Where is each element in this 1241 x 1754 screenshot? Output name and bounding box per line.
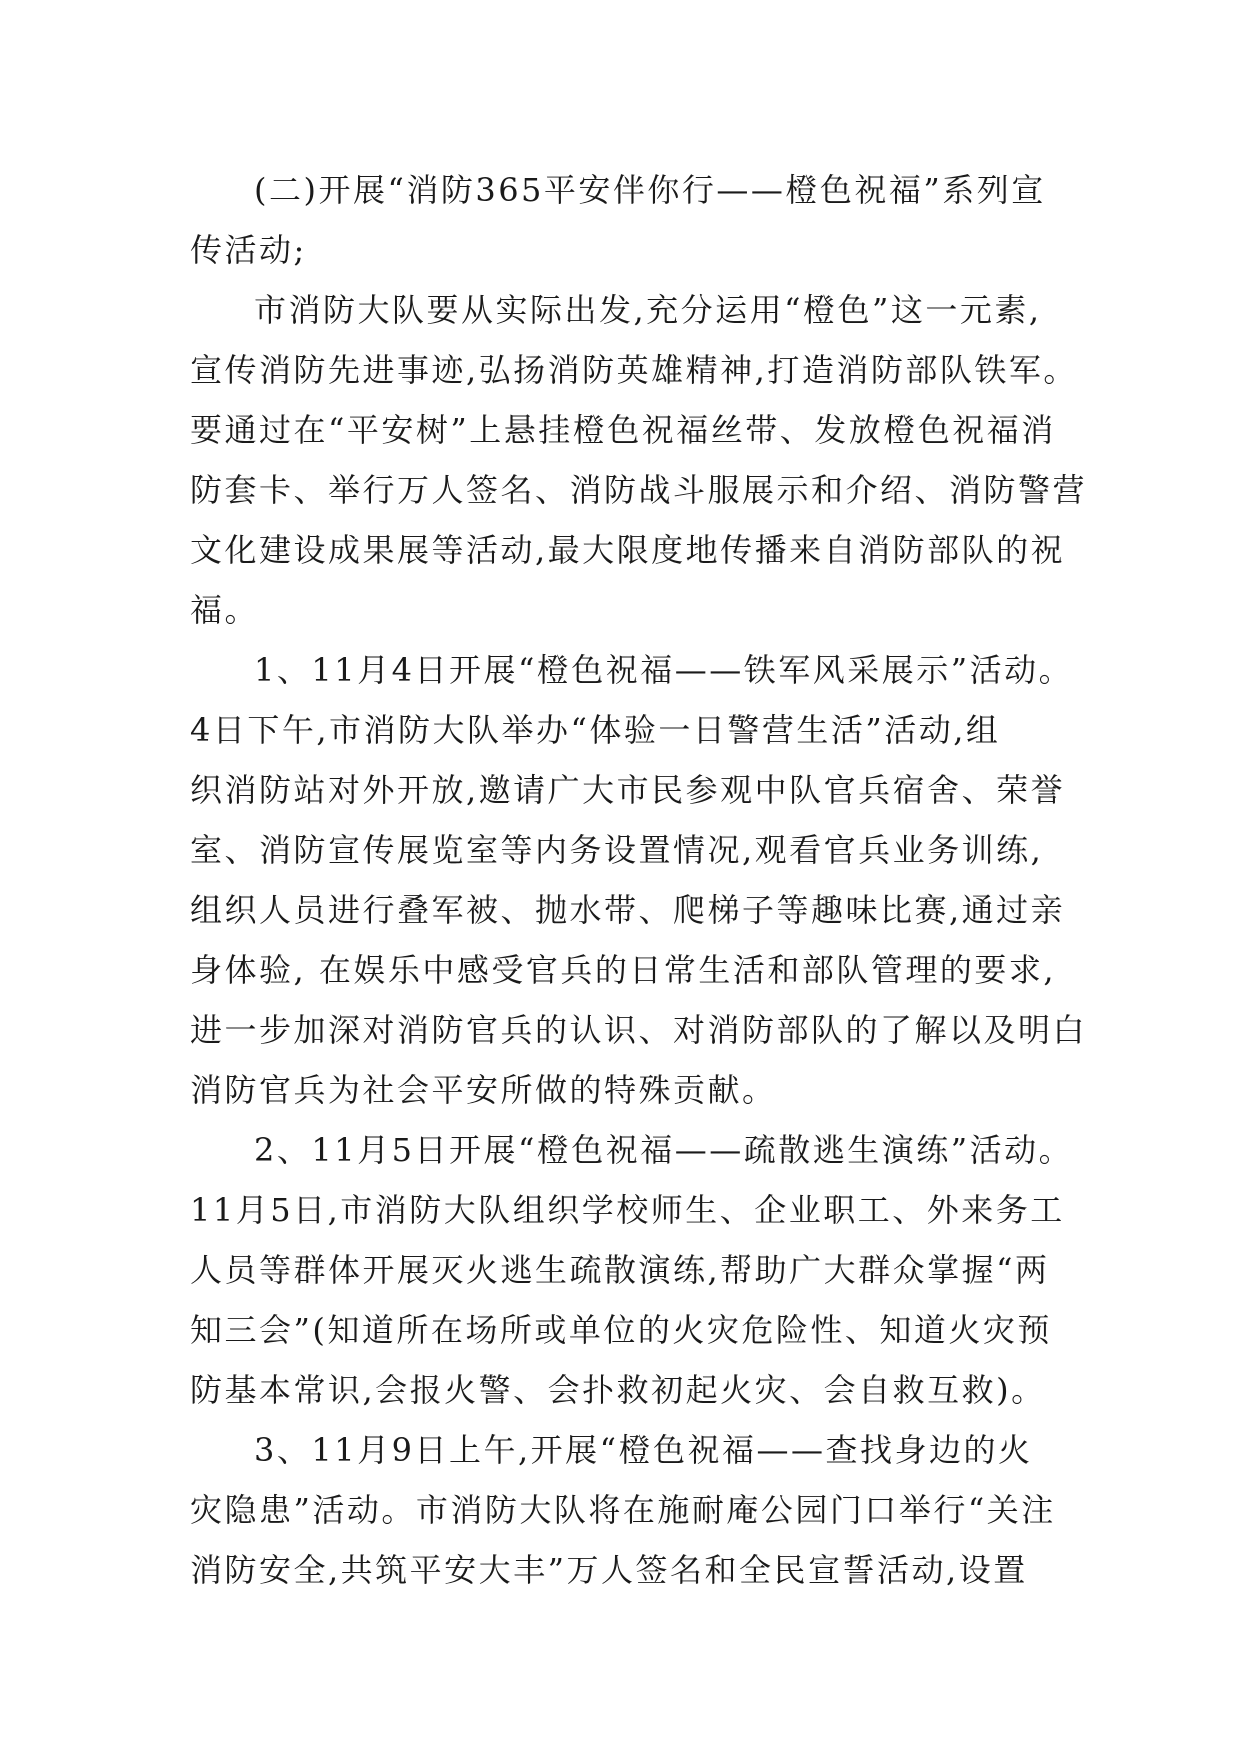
text-line: 消防官兵为社会平安所做的特殊贡献。 — [190, 1071, 777, 1109]
list-item-paragraph — [190, 1120, 1074, 1420]
text-line: 传活动; — [190, 231, 307, 269]
text-line: 1、11月4日开展“橙色祝福——铁军风采展示”活动。 — [254, 651, 1074, 689]
document-body — [190, 160, 1088, 1600]
text-line: 消防安全,共筑平安大丰”万人签名和全民宣誓活动,设置 — [190, 1551, 1028, 1589]
text-line: 知三会”(知道所在场所或单位的火灾危险性、知道火灾预 — [190, 1311, 1052, 1349]
text-line: 织消防站对外开放,邀请广大市民参观中队官兵宿舍、荣誉 — [190, 771, 1066, 809]
text-line: 室、消防宣传展览室等内务设置情况,观看官兵业务训练, — [190, 831, 1044, 869]
text-line: 防套卡、举行万人签名、消防战斗服展示和介绍、消防警营 — [190, 471, 1088, 509]
text-line: 文化建设成果展等活动,最大限度地传播来自消防部队的祝 — [190, 531, 1066, 569]
text-line: 11月5日,市消防大队组织学校师生、企业职工、外来务工 — [190, 1191, 1065, 1229]
text-line: 人员等群体开展灭火逃生疏散演练,帮助广大群众掌握“两 — [190, 1251, 1050, 1289]
text-line: 身体验, 在娱乐中感受官兵的日常生活和部队管理的要求, — [190, 951, 1057, 989]
text-line: 福。 — [190, 591, 260, 629]
text-line: 防基本常识,会报火警、会扑救初起火灾、会自救互救)。 — [190, 1371, 1046, 1409]
text-line: 2、11月5日开展“橙色祝福——疏散逃生演练”活动。 — [254, 1131, 1074, 1169]
text-line: 组织人员进行叠军被、抛水带、爬梯子等趣味比赛,通过亲 — [190, 891, 1066, 929]
text-line: 4日下午,市消防大队举办“体验一日警营生活”活动,组 — [190, 711, 1001, 749]
text-line: 要通过在“平安树”上悬挂橙色祝福丝带、发放橙色祝福消 — [190, 411, 1056, 449]
list-item-paragraph — [190, 640, 1088, 1120]
text-line: (二)开展“消防365平安伴你行——橙色祝福”系列宣 — [254, 171, 1046, 209]
text-line: 市消防大队要从实际出发,充分运用“橙色”这一元素, — [254, 291, 1042, 329]
body-paragraph — [190, 280, 1088, 640]
text-line: 3、11月9日上午,开展“橙色祝福——查找身边的火 — [254, 1431, 1033, 1469]
text-line: 灾隐患”活动。市消防大队将在施耐庵公园门口举行“关注 — [190, 1491, 1056, 1529]
text-line: 宣传消防先进事迹,弘扬消防英雄精神,打造消防部队铁军。 — [190, 351, 1078, 389]
text-line: 进一步加深对消防官兵的认识、对消防部队的了解以及明白 — [190, 1011, 1088, 1049]
list-item-paragraph — [190, 1420, 1070, 1600]
section-heading-paragraph — [190, 160, 1070, 280]
